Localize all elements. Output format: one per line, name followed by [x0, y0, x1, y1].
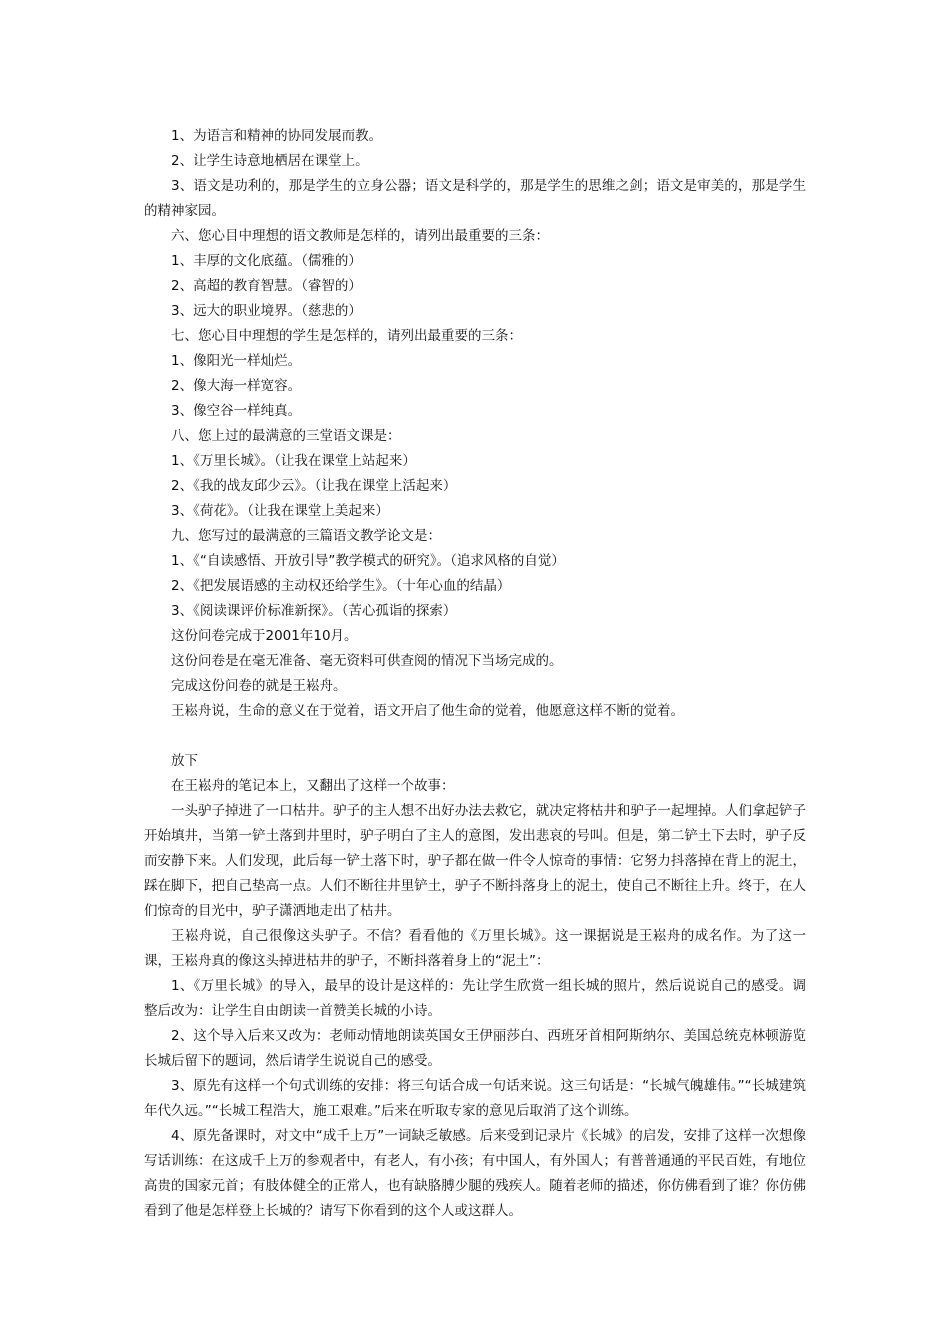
paragraph: 王崧舟说，生命的意义在于觉着，语文开启了他生命的觉着，他愿意这样不断的觉着。: [171, 703, 684, 719]
list-item: 3、《阅读课评价标准新探》。（苦心孤诣的探索）: [171, 603, 457, 619]
paragraph: 1、《万里长城》的导入，最早的设计是这样的：先让学生欣赏一组长城的照片，然后说说自己的感受。调整后改为：让学生自由朗读一首赞美长城的小诗。: [144, 978, 806, 1019]
paragraph: 完成这份问卷的就是王崧舟。: [171, 678, 347, 694]
paragraph: 4、原先备课时，对文中“成千上万”一词缺乏敏感。后来受到记录片《长城》的启发，安排了这样一次想像写话训练：在这成千上万的参观者中，有老人，有小孩；有中国人，有外国人；有普普通通的平民百姓，有地位高贵的国家元首；有肢体健全的正常人，也有缺胳膊少腿的残疾人。随着老师的描述，你仿佛看到了谁？你仿佛看到了他是怎样登上长城的？请写下你看到的这个人或这群人。: [144, 1128, 806, 1219]
list-item: 2、高超的教育智慧。（睿智的）: [171, 278, 362, 294]
question-heading: 八、您上过的最满意的三堂语文课是：: [171, 428, 401, 444]
paragraph: 这份问卷是在毫无准备、毫无资料可供查阅的情况下当场完成的。: [171, 653, 563, 669]
list-item: 1、像阳光一样灿烂。: [171, 353, 302, 369]
list-item: 2、让学生诗意地栖居在课堂上。: [171, 153, 369, 169]
list-item: 1、为语言和精神的协同发展而教。: [171, 128, 383, 144]
section-title: 放下: [171, 753, 198, 769]
list-item: 1、《万里长城》。（让我在课堂上站起来）: [171, 453, 416, 469]
paragraph: 一头驴子掉进了一口枯井。驴子的主人想不出好办法去救它，就决定将枯井和驴子一起埋掉。人们拿起铲子开始填井，当第一铲土落到井里时，驴子明白了主人的意图，发出悲哀的号叫。但是，第二铲土下去时，驴子反而安静下来。人们发现，此后每一铲土落下时，驴子都在做一件令人惊奇的事情：它努力抖落掉在背上的泥土，踩在脚下，把自己垫高一点。人们不断往井里铲土，驴子不断抖落身上的泥土，使自己不断往上升。终于，在人们惊奇的目光中，驴子潇洒地走出了枯井。: [144, 803, 806, 919]
question-heading: 七、您心目中理想的学生是怎样的，请列出最重要的三条：: [171, 328, 522, 344]
list-item: 3、《荷花》。（让我在课堂上美起来）: [171, 503, 389, 519]
paragraph: 在王崧舟的笔记本上，又翻出了这样一个故事：: [171, 778, 455, 794]
paragraph: 王崧舟说，自己很像这头驴子。不信？看看他的《万里长城》。这一课据说是王崧舟的成名作。为了这一课，王崧舟真的像这头掉进枯井的驴子，不断抖落着身上的“泥土”：: [144, 928, 806, 969]
list-item: 1、丰厚的文化底蕴。（儒雅的）: [171, 253, 362, 269]
paragraph: 3、原先有这样一个句式训练的安排：将三句话合成一句话来说。这三句话是：“长城气魄雄伟。”“长城建筑年代久远。”“长城工程浩大，施工艰难。”后来在听取专家的意见后取消了这个训练。: [144, 1078, 806, 1119]
paragraph: 2、这个导入后来又改为：老师动情地朗读英国女王伊丽莎白、西班牙首相阿斯纳尔、美国总统克林顿游览长城后留下的题词，然后请学生说说自己的感受。: [144, 1028, 806, 1069]
question-heading: 六、您心目中理想的语文教师是怎样的，请列出最重要的三条：: [171, 228, 549, 244]
list-item: 2、《把发展语感的主动权还给学生》。（十年心血的结晶）: [171, 578, 511, 594]
list-item: 3、远大的职业境界。（慈悲的）: [171, 303, 362, 319]
paragraph: 这份问卷完成于2001年10月。: [171, 628, 358, 644]
question-heading: 九、您写过的最满意的三篇语文教学论文是：: [171, 528, 441, 544]
list-item: 1、《“自读感悟、开放引导”教学模式的研究》。（追求风格的自觉）: [171, 553, 565, 569]
list-item: 3、语文是功利的，那是学生的立身公器；语文是科学的，那是学生的思维之剑；语文是审美的，那是学生的精神家园。: [144, 178, 806, 219]
list-item: 2、《我的战友邱少云》。（让我在课堂上活起来）: [171, 478, 457, 494]
blank-line: [144, 724, 806, 749]
list-item: 2、像大海一样宽容。: [171, 378, 302, 394]
list-item: 3、像空谷一样纯真。: [171, 403, 302, 419]
document-page: [144, 124, 806, 1224]
